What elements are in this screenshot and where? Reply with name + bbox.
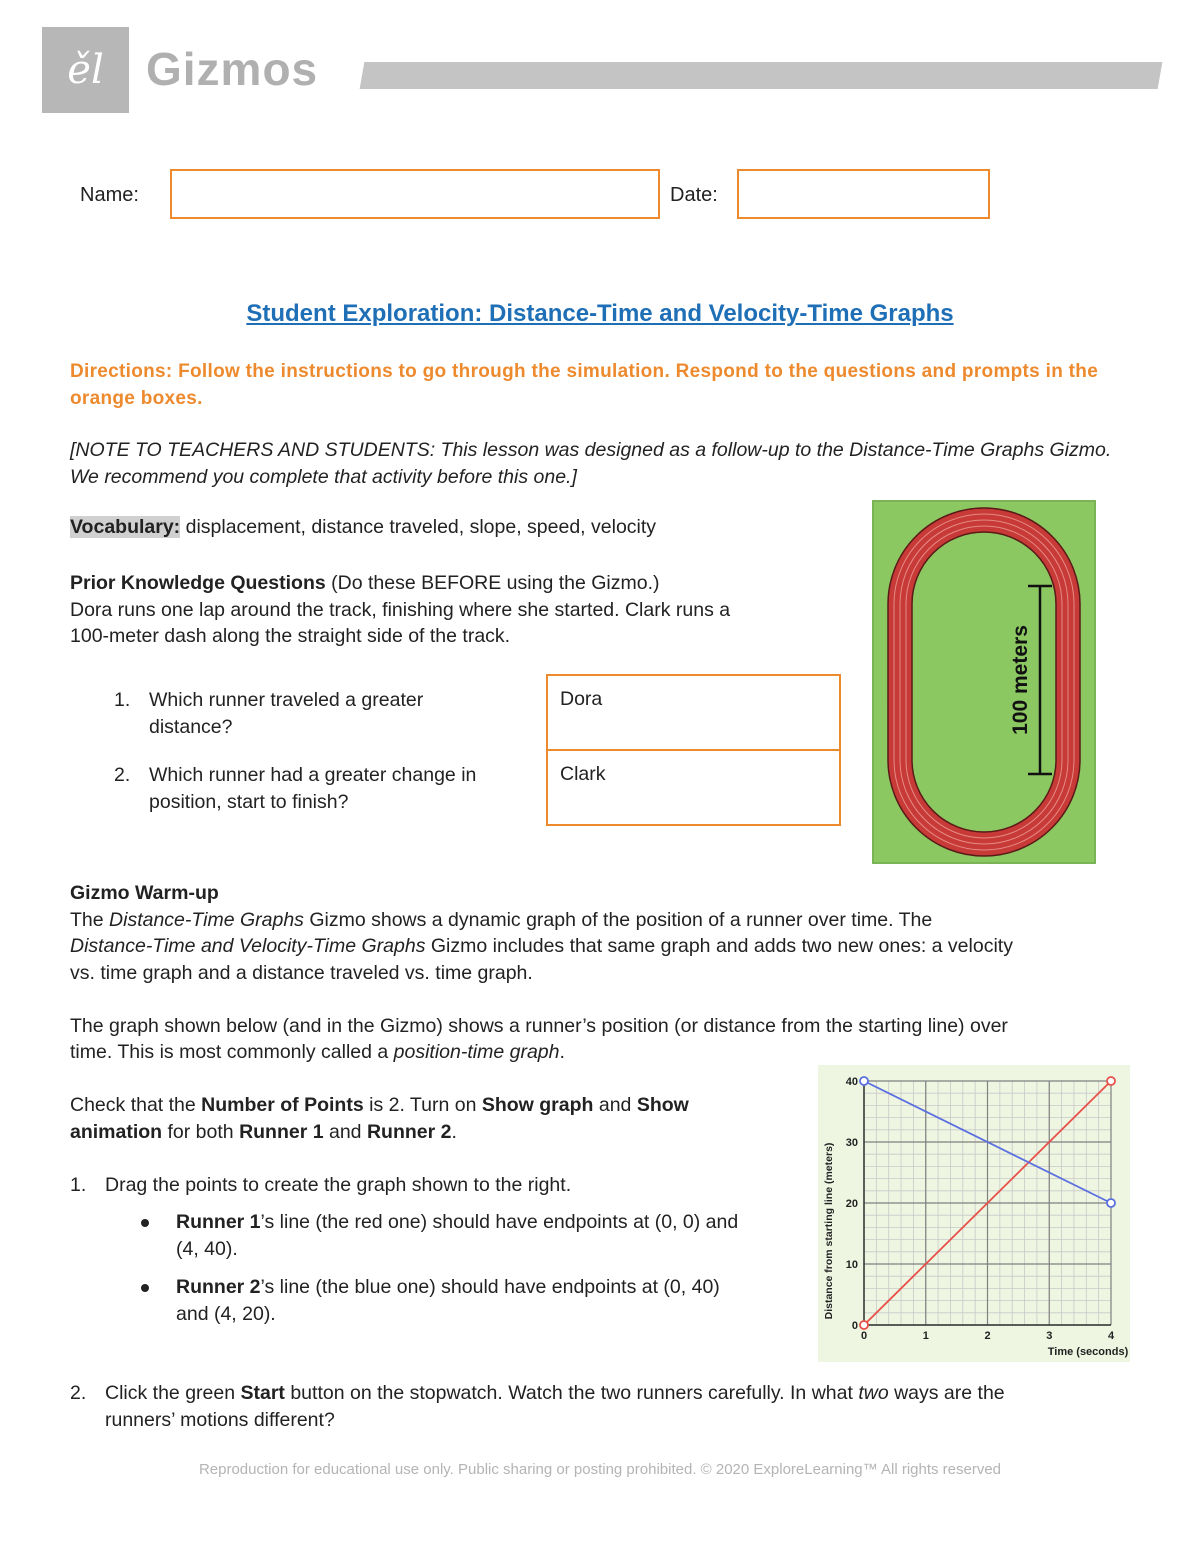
- track-label: 100 meters: [1009, 625, 1032, 735]
- x-tick-label: 1: [922, 1330, 929, 1342]
- name-label: Name:: [80, 184, 139, 206]
- check-instructions: Check that the Number of Points is 2. Turn on Show graph and Show animation for both Runner 1 and Runner 2.: [70, 1094, 689, 1143]
- step-2: Click the green Start button on the stopwatch. Watch the two runners carefully. In what two ways are the runners’ motions different?: [105, 1382, 1005, 1431]
- warmup-section: Gizmo Warm-up The Distance-Time Graphs Gizmo shows a dynamic graph of the position of a runner over time. The Distance-Time and Velocity-Time Graphs Gizmo includes that same graph and adds two new ones: a velocity vs. time graph and a distance traveled vs. time graph. The graph shown below (and in the Gizmo) shows a runner’s position (or distance from the starting line) over time. This is most commonly called a position-time graph.: [70, 882, 1013, 1063]
- question-1: Which runner traveled a greater distance?: [149, 689, 424, 738]
- brand-name: Gizmos: [146, 43, 319, 95]
- prior-heading-note: (Do these BEFORE using the Gizmo.): [325, 572, 660, 594]
- y-tick-label: 10: [845, 1259, 858, 1271]
- gizmos-logo: [42, 27, 129, 113]
- page-title: Student Exploration: Distance-Time and Velocity-Time Graphs: [246, 300, 954, 327]
- runner-2-point: [1107, 1199, 1115, 1207]
- answer-1-box[interactable]: Dora: [546, 674, 841, 751]
- x-tick-label: 3: [1046, 1330, 1053, 1342]
- teacher-note: [NOTE TO TEACHERS AND STUDENTS: This lesson was designed as a follow-up to the Distance-Time Graphs Gizmo. We recommend you complete that activity before this one.]: [70, 439, 1112, 488]
- warmup-heading: Gizmo Warm-up: [70, 882, 219, 904]
- footer: Reproduction for educational use only. Public sharing or posting prohibited. © 2020 ExploreLearning™ All rights reserved: [198, 1461, 1002, 1478]
- vocabulary: [70, 516, 656, 539]
- prior-knowledge: [70, 570, 830, 650]
- logo-glyph: ěl: [67, 47, 104, 93]
- date-field[interactable]: [737, 169, 990, 219]
- y-tick-label: 40: [845, 1076, 858, 1088]
- question-1-num: 1.: [114, 689, 131, 711]
- question-2-num: 2.: [114, 764, 131, 786]
- y-tick-label: 30: [845, 1137, 858, 1149]
- vocabulary-terms: displacement, distance traveled, slope, speed, velocity: [180, 516, 657, 538]
- vocabulary-label: Vocabulary:: [70, 516, 181, 538]
- header-bar: [360, 62, 1163, 89]
- runner-1-point: [1107, 1077, 1115, 1085]
- x-tick-label: 0: [860, 1330, 868, 1342]
- bullet-runner-1: Runner 1’s line (the red one) should have endpoints at (0, 0) and (4, 40).: [176, 1211, 739, 1260]
- name-field[interactable]: [170, 169, 660, 219]
- step-1: Drag the points to create the graph shown to the right.: [105, 1174, 572, 1196]
- position-time-chart: [818, 1065, 1130, 1362]
- step-2-num: 2.: [70, 1382, 87, 1404]
- answer-2-box[interactable]: Clark: [546, 749, 841, 826]
- step-1-num: 1.: [70, 1174, 87, 1196]
- x-tick-label: 4: [1107, 1330, 1115, 1342]
- prior-line-2: 100-meter dash along the straight side of the track.: [70, 625, 511, 647]
- y-tick-label: 20: [845, 1198, 858, 1210]
- y-tick-label: 0: [851, 1320, 858, 1332]
- track-illustration: [872, 500, 1096, 864]
- y-axis-label: Distance from starting line (meters): [823, 1142, 835, 1320]
- runner-2-point: [860, 1077, 868, 1085]
- x-tick-label: 2: [984, 1330, 991, 1342]
- track-infield: [912, 532, 1056, 832]
- date-label: Date:: [670, 184, 718, 206]
- bullet-runner-2: Runner 2’s line (the blue one) should have endpoints at (0, 40) and (4, 20).: [176, 1276, 720, 1325]
- runner-1-point: [860, 1321, 868, 1329]
- x-axis-label: Time (seconds): [1047, 1346, 1129, 1358]
- prior-heading: Prior Knowledge Questions: [70, 572, 326, 594]
- bullet-dot: [141, 1219, 149, 1227]
- prior-line-1: Dora runs one lap around the track, finishing where she started. Clark runs a: [70, 598, 731, 621]
- question-2: Which runner had a greater change in position, start to finish?: [149, 764, 477, 813]
- bullet-dot: [141, 1284, 149, 1292]
- directions: Directions: Follow the instructions to go through the simulation. Respond to the questions and prompts in the orange boxes.: [70, 361, 1099, 409]
